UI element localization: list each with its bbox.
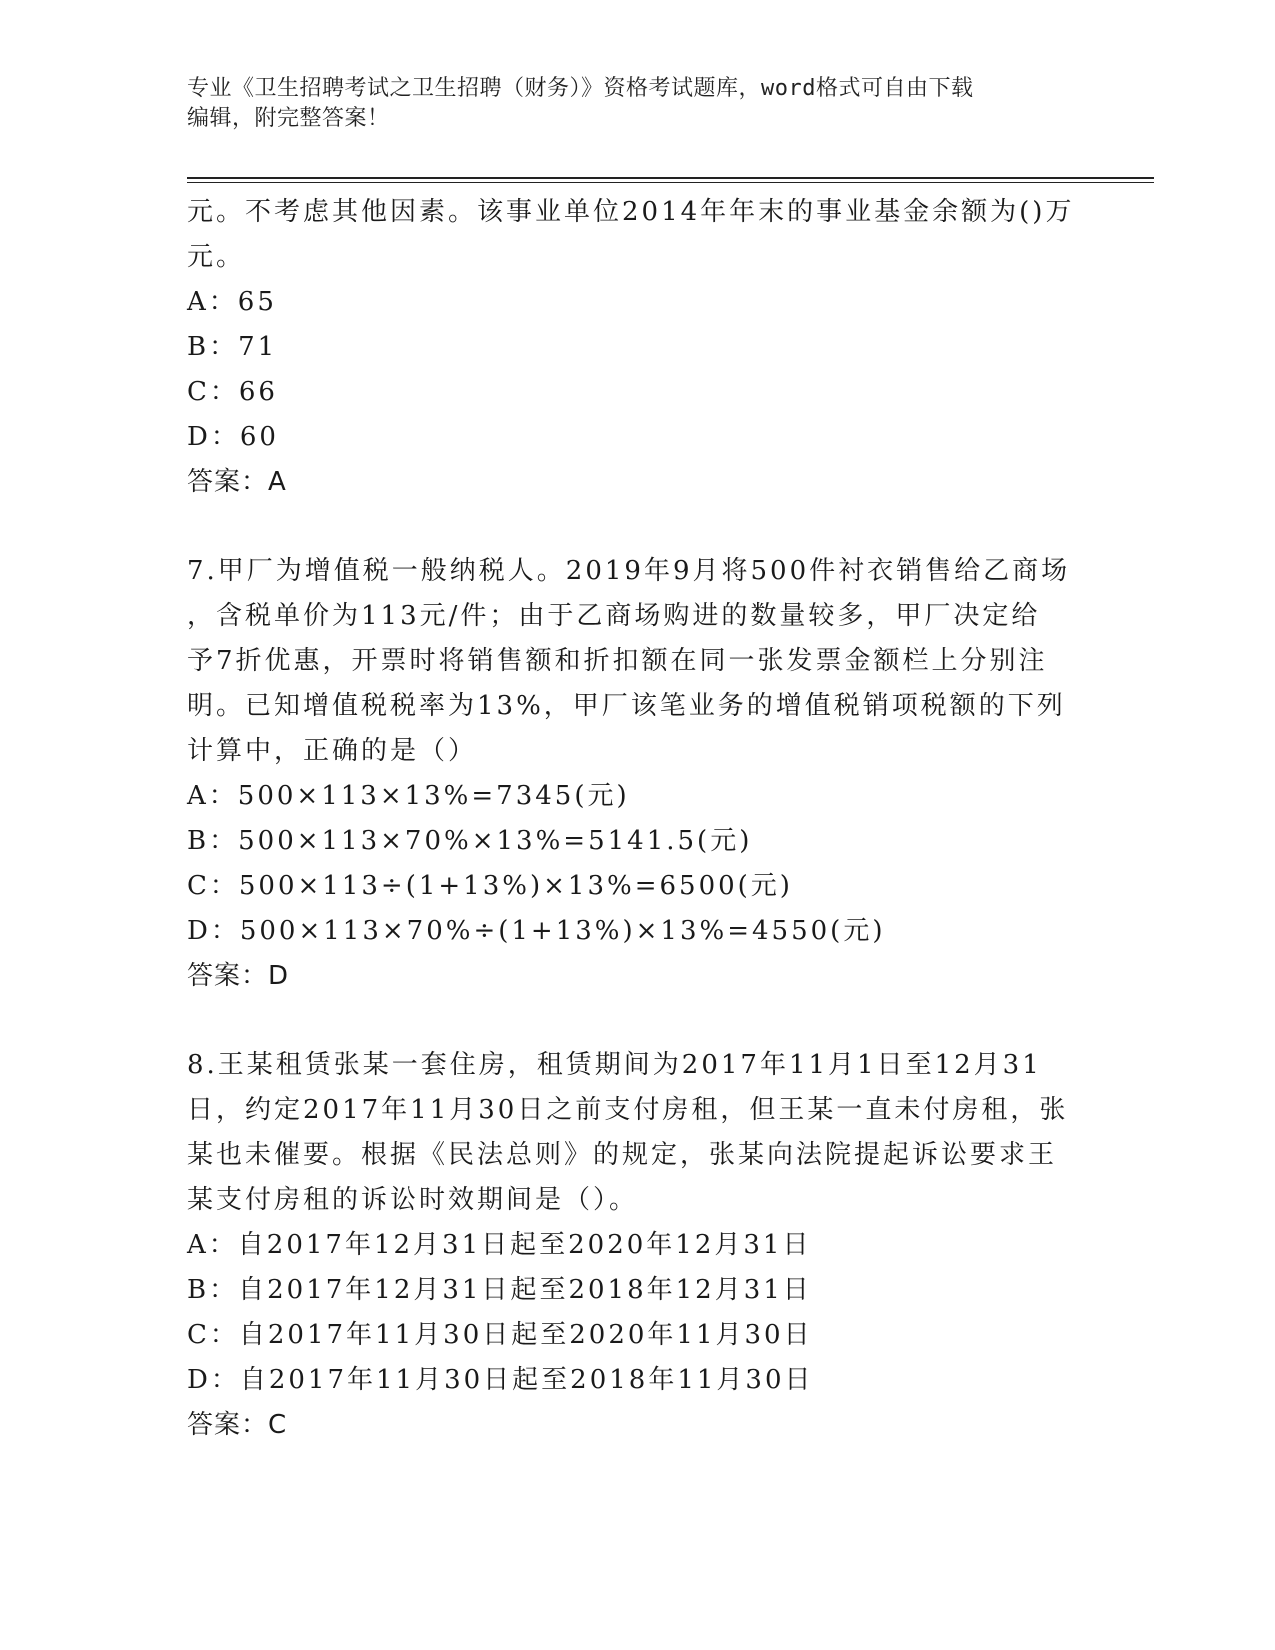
question-6 [187,190,1087,505]
option-c: C：500×113÷(1+13%)×13%=6500(元) [187,871,793,901]
answer-label: 答案：A [187,467,287,497]
question-list [187,190,1087,1448]
option-b: B：500×113×70%×13%=5141.5(元) [187,826,753,856]
answer-label: 答案：D [187,961,290,991]
header-divider-thick [187,177,1154,179]
question-8 [187,1043,1087,1448]
question-stem-line: 计算中，正确的是（） [187,736,478,766]
question-stem-line: 元。不考虑其他因素。该事业单位2014年年末的事业基金余额为()万 [187,197,1075,227]
question-stem-line: 8.王某租赁张某一套住房，租赁期间为2017年11月1日至12月31 [187,1050,1042,1080]
question-stem-line: 7.甲厂为增值税一般纳税人。2019年9月将500件衬衣销售给乙商场 [187,556,1071,586]
question-stem-line: 明。已知增值税税率为13%，甲厂该笔业务的增值税销项税额的下列 [187,691,1066,721]
header-subtitle-line: 编辑，附完整答案！ [187,106,390,131]
option-c: C：66 [187,377,278,407]
option-b: B：自2017年12月31日起至2018年12月31日 [187,1275,812,1305]
option-a: A：自2017年12月31日起至2020年12月31日 [187,1230,812,1260]
question-stem-line: 予7折优惠，开票时将销售额和折扣额在同一张发票金额栏上分别注 [187,646,1048,676]
document-header [187,74,1067,134]
question-spacer [187,999,1087,1043]
question-stem-line: 某也未催要。根据《民法总则》的规定，张某向法院提起诉讼要求王 [187,1140,1058,1170]
question-7 [187,549,1087,999]
option-d: D：60 [187,422,279,452]
option-d: D：自2017年11月30日起至2018年11月30日 [187,1365,814,1395]
question-stem-line: 某支付房租的诉讼时效期间是（）。 [187,1185,639,1215]
answer-label: 答案：C [187,1410,288,1440]
option-b: B：71 [187,332,278,362]
question-stem-line: ，含税单价为113元/件；由于乙商场购进的数量较多，甲厂决定给 [187,601,1041,631]
option-d: D：500×113×70%÷(1+13%)×13%=4550(元) [187,916,886,946]
option-c: C：自2017年11月30日起至2020年11月30日 [187,1320,813,1350]
question-stem-line: 元。 [187,242,246,272]
header-title-line: 专业《卫生招聘考试之卫生招聘（财务）》资格考试题库，word格式可自由下载 [187,76,974,101]
option-a: A：65 [187,287,277,317]
option-a: A：500×113×13%=7345(元) [187,781,630,811]
question-stem-line: 日，约定2017年11月30日之前支付房租，但王某一直未付房租，张 [187,1095,1069,1125]
question-spacer [187,505,1087,549]
header-divider-thin [187,182,1154,183]
